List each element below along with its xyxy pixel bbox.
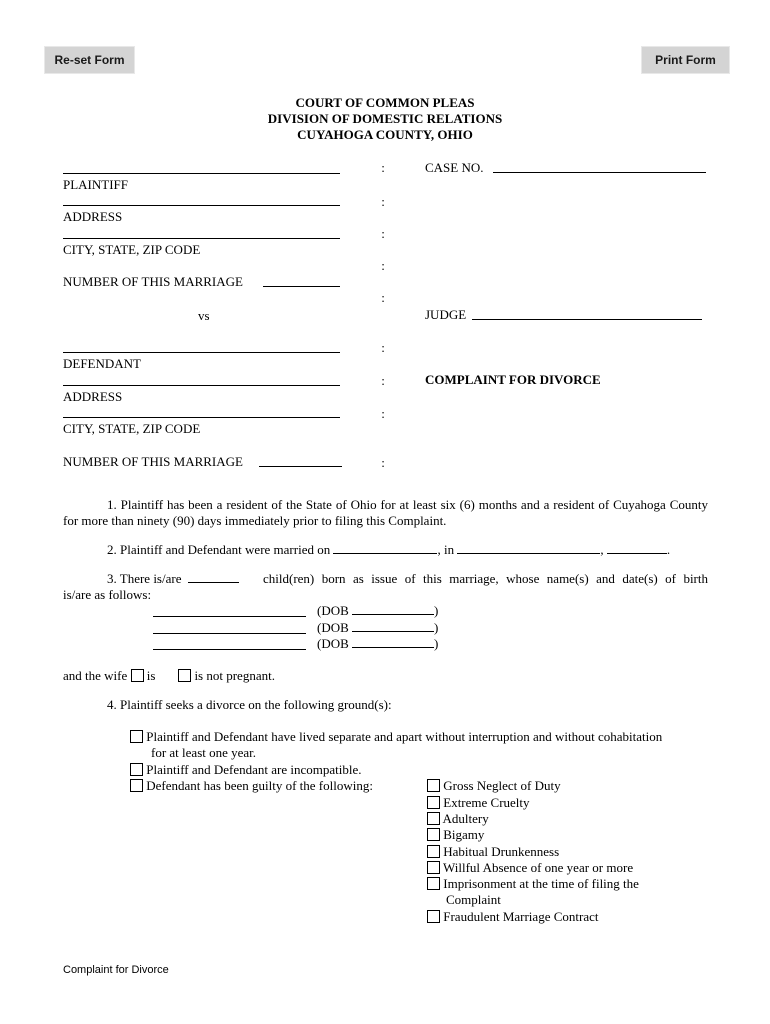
- child-name-field-2[interactable]: [153, 633, 306, 634]
- comma-text: ,: [600, 542, 604, 557]
- imprisonment-checkbox[interactable]: [427, 877, 440, 890]
- plaintiff-address-field[interactable]: [63, 205, 340, 206]
- defendant-marriage-number-label: NUMBER OF THIS MARRIAGE: [63, 454, 243, 469]
- reset-form-button[interactable]: Re-set Form: [44, 46, 135, 74]
- plaintiff-marriage-number-label: NUMBER OF THIS MARRIAGE: [63, 274, 243, 289]
- ground-guilty: [130, 778, 373, 794]
- child-dob-1: [317, 603, 438, 619]
- fraudulent-contract-checkbox[interactable]: [427, 910, 440, 923]
- vs-label: vs: [198, 308, 210, 323]
- dob-close-text: ): [434, 620, 439, 635]
- incompatible-checkbox[interactable]: [130, 763, 143, 776]
- fault-label: Imprisonment at the time of filing the: [443, 876, 639, 891]
- period-text: .: [666, 542, 671, 557]
- court-name: COURT OF COMMON PLEAS: [295, 95, 475, 110]
- children-paragraph-text: child(ren) born as issue of this marriage, whose name(s) and date(s) of birth: [263, 571, 708, 586]
- caption-colon: :: [381, 290, 385, 305]
- pregnancy-line: [63, 668, 275, 684]
- fault-label: Habitual Drunkenness: [443, 844, 560, 859]
- child-dob-field-2[interactable]: [352, 620, 434, 632]
- fault-bigamy: [427, 827, 484, 843]
- child-dob-3: [317, 636, 438, 652]
- separation-text: Plaintiff and Defendant have lived separate and apart without interruption and without cohabitation: [146, 729, 663, 744]
- guilty-text: Defendant has been guilty of the following:: [146, 778, 373, 793]
- plaintiff-marriage-number-field[interactable]: [263, 286, 340, 287]
- caption-colon: :: [381, 406, 385, 421]
- incompatible-text: Plaintiff and Defendant are incompatible.: [146, 762, 362, 777]
- child-dob-field-3[interactable]: [352, 636, 434, 648]
- caption-colon: :: [381, 194, 385, 209]
- habitual-drunkenness-checkbox[interactable]: [427, 845, 440, 858]
- and-the-wife-text: and the wife: [63, 668, 128, 683]
- plaintiff-label: PLAINTIFF: [63, 177, 129, 192]
- guilty-checkbox[interactable]: [130, 779, 143, 792]
- child-name-field-3[interactable]: [153, 649, 306, 650]
- grounds-intro: 4. Plaintiff seeks a divorce on the following ground(s):: [107, 697, 392, 712]
- adultery-checkbox[interactable]: [427, 812, 440, 825]
- child-dob-field-1[interactable]: [352, 603, 434, 615]
- court-county: CUYAHOGA COUNTY, OHIO: [297, 127, 473, 142]
- gross-neglect-checkbox[interactable]: [427, 779, 440, 792]
- wife-pregnant-checkbox[interactable]: [131, 669, 144, 682]
- children-paragraph-line2: is/are as follows:: [63, 587, 152, 602]
- document-title: COMPLAINT FOR DIVORCE: [425, 372, 601, 387]
- fault-imprisonment-continued: Complaint: [446, 892, 501, 907]
- is-not-pregnant-text: is not pregnant.: [194, 668, 275, 683]
- page-footer: Complaint for Divorce: [63, 964, 169, 976]
- extreme-cruelty-checkbox[interactable]: [427, 796, 440, 809]
- marriage-city-field[interactable]: [457, 542, 600, 554]
- defendant-marriage-number-field[interactable]: [259, 466, 342, 467]
- separation-text-continued: for at least one year.: [151, 745, 257, 760]
- dob-close-text: ): [434, 603, 439, 618]
- dob-close-text: ): [434, 636, 439, 651]
- case-number-field[interactable]: [493, 172, 706, 173]
- case-number-label: CASE NO.: [425, 160, 484, 175]
- fault-label: Adultery: [442, 811, 489, 826]
- fault-willful-absence: [427, 860, 633, 876]
- ground-incompatible: [130, 762, 362, 778]
- fault-gross-neglect: [427, 778, 561, 794]
- marriage-paragraph: [107, 542, 670, 558]
- dob-open-text: (DOB: [317, 603, 349, 618]
- children-count-field[interactable]: [188, 571, 239, 583]
- fault-label: Fraudulent Marriage Contract: [443, 909, 599, 924]
- defendant-city-label: CITY, STATE, ZIP CODE: [63, 421, 201, 436]
- plaintiff-address-label: ADDRESS: [63, 209, 123, 224]
- judge-label: JUDGE: [425, 307, 467, 322]
- marriage-date-text: 2. Plaintiff and Defendant were married on: [107, 542, 331, 557]
- plaintiff-name-field[interactable]: [63, 173, 340, 174]
- defendant-address-field[interactable]: [63, 385, 340, 386]
- marriage-state-field[interactable]: [607, 542, 667, 554]
- marriage-date-field[interactable]: [333, 542, 437, 554]
- willful-absence-checkbox[interactable]: [427, 861, 440, 874]
- wife-not-pregnant-checkbox[interactable]: [178, 669, 191, 682]
- plaintiff-city-label: CITY, STATE, ZIP CODE: [63, 242, 201, 257]
- print-form-button[interactable]: Print Form: [641, 46, 730, 74]
- caption-colon: :: [381, 160, 385, 175]
- there-is-are-text: 3. There is/are: [107, 571, 182, 586]
- dob-open-text: (DOB: [317, 636, 349, 651]
- fault-adultery: [427, 811, 489, 827]
- child-dob-2: [317, 620, 438, 636]
- court-division: DIVISION OF DOMESTIC RELATIONS: [267, 111, 503, 126]
- defendant-address-label: ADDRESS: [63, 389, 123, 404]
- separation-checkbox[interactable]: [130, 730, 143, 743]
- fault-label: Willful Absence of one year or more: [443, 860, 634, 875]
- caption-colon: :: [381, 455, 385, 470]
- defendant-city-field[interactable]: [63, 417, 340, 418]
- bigamy-checkbox[interactable]: [427, 828, 440, 841]
- plaintiff-city-field[interactable]: [63, 238, 340, 239]
- caption-colon: :: [381, 258, 385, 273]
- fault-habitual-drunkenness: [427, 844, 559, 860]
- caption-colon: :: [381, 340, 385, 355]
- defendant-name-field[interactable]: [63, 352, 340, 353]
- residency-paragraph: 1. Plaintiff has been a resident of the State of Ohio for at least six (6) months and a resident of Cuyahoga County for more than ninety (90) days immediately prior to filing this Complaint.: [63, 497, 708, 528]
- judge-field[interactable]: [472, 319, 702, 320]
- dob-open-text: (DOB: [317, 620, 349, 635]
- defendant-label: DEFENDANT: [63, 356, 141, 371]
- fault-label: Bigamy: [443, 827, 485, 842]
- caption-colon: :: [381, 226, 385, 241]
- ground-separation: [130, 729, 662, 745]
- marriage-in-text: , in: [437, 542, 455, 557]
- child-name-field-1[interactable]: [153, 616, 306, 617]
- fault-imprisonment: [427, 876, 639, 892]
- caption-colon: :: [381, 373, 385, 388]
- fault-extreme-cruelty: [427, 795, 530, 811]
- fault-label: Extreme Cruelty: [443, 795, 530, 810]
- fault-label: Gross Neglect of Duty: [443, 778, 561, 793]
- fault-fraudulent-contract: [427, 909, 598, 925]
- is-text: is: [146, 668, 156, 683]
